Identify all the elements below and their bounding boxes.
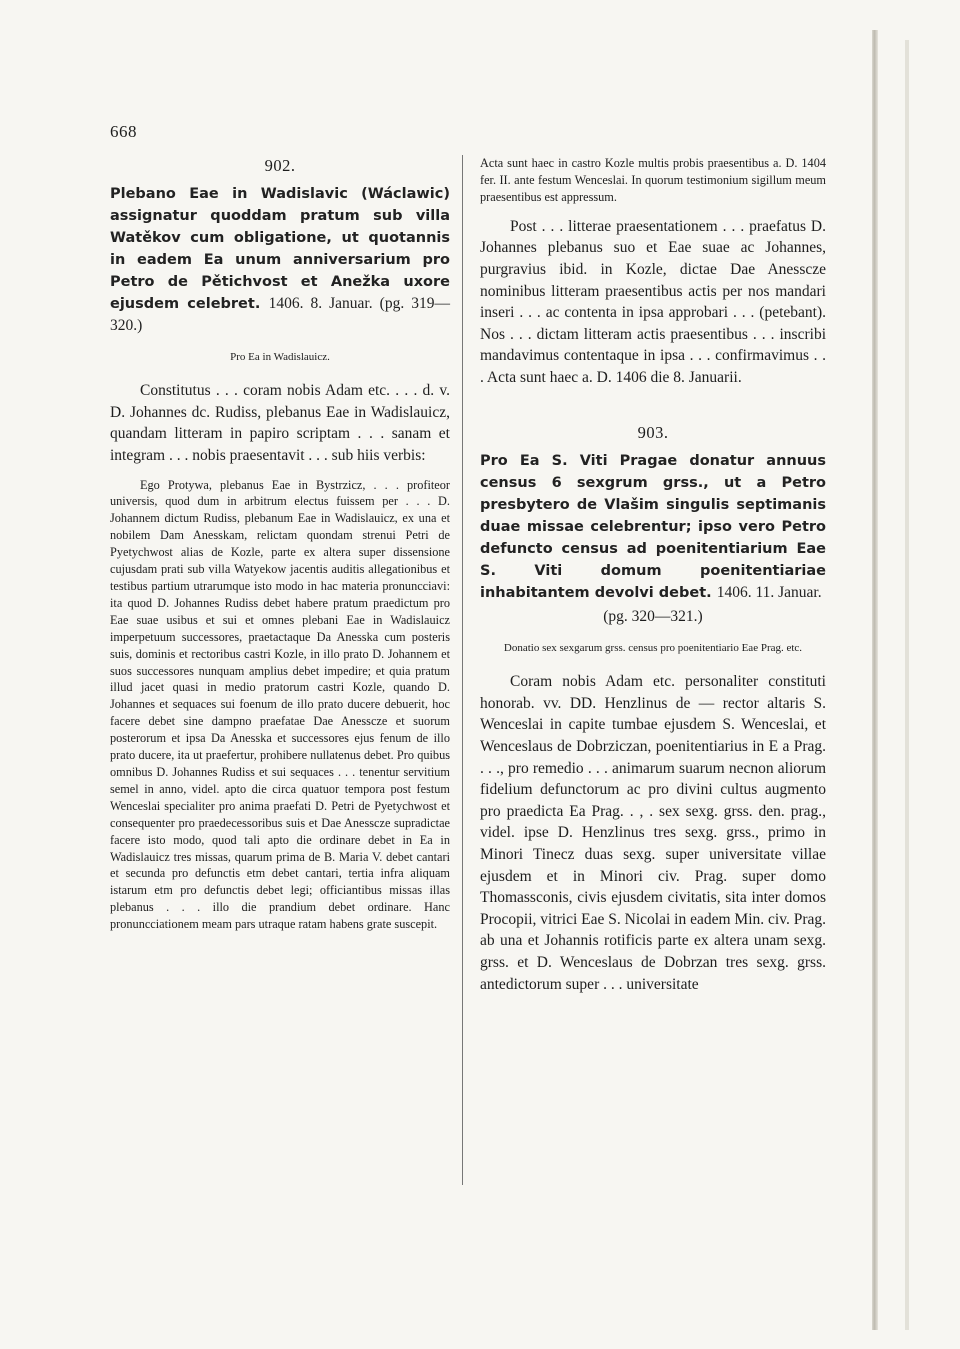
- page-edge: [872, 30, 878, 1330]
- page-edge-shadow: [905, 40, 909, 1330]
- quoted-letter-end: Acta sunt haec in castro Kozle multis probis praesentibus a. D. 1404 fer. II. ante festum Wenceslai. In quorum testimonium sigillum meum praesentibus est appressum.: [480, 156, 826, 204]
- document-subtitle: Pro Ea in Wadislauicz.: [230, 350, 330, 363]
- page-reference: (pg. 320—321.): [603, 608, 703, 626]
- heading-date: 1406. 11. Januar.: [716, 584, 822, 602]
- heading-date: 1406. 8. Januar. (pg. 319—320.): [110, 294, 450, 334]
- heading-text: Pro Ea S. Viti Pragae donatur annuus census 6 sexgrum grss., ut a Petro presbytero de Vlašim singulis septimanis duae missae celebrentur; ipso vero Petro defuncto census ad poenitentiarium Eae S. Viti domum poenitentiariae inhabitantem devolvi debet.: [480, 453, 826, 602]
- column-divider: [462, 155, 463, 1185]
- right-column: [480, 155, 826, 995]
- quoted-letter: Ego Protywa, plebanus Eae in Bystrzicz, . . . profiteor universis, quod dum in arbitrum electus fuissem per . . . D. Johannem dictum Rudiss, plebanum Eae in Wadislauicz, ex una et nobilem Dam Anesskam, relictam quondam strenui Petri de Pyetychwost alias de Kozle, parte ex altera super dissensione cujusdam prati sub villa Watyekow jacentis auditis allegationibus et testibus partium utrarumque isto modo in hac materia pronuncciavi: ita quod D. Johannes Rudiss debet habere pratum praedictum pro Eae suae usibus et sui et omnes plebani Eae in Wadislauicz imperpetuum successores, praetactaque Da Anesska cum posteris suis, dominis et rectoribus castri Kozle, in illo prato D. Johannem et suos successores nunquam amplius debet impedire; et quia pratum illud jacet quasi in medio pratorum castri Kozle, quando D. Johannes et sequaces sui foenum de illo prato ducere debuerit, hoc facere debet sine dampno praefatae Dae Anessczе et suorum posterorum et ipsa Da Anesska et successores ejus fenum de illo prato ducere, ita ut praefertur, prohibere nullatenus debet. Pro quibus omnibus D. Johannes Rudiss et sui sequaces . . . tenentur servitium semel in anno, videl. apto die circa quatuor tempora post festum Wenceslai specialiter pro anima praefati D. Petri de Pyetychwost et consequenter pro praedecessoribus suis et Dae Anesscze supradictae facere isto modo, quod tali apto die ordinare debet in Ea in Wadislauicz tres missas, quarum prima de B. Maria V. debet cantari et secunda pro defunctis etm debet cantari, tertia infra aliquam istarum etm pro defunctis debet legi; officiantibus missas illas plebanus . . . illo die prandium debet ordinare. Hanc pronuncciationem meam pars utraque ratam habens grate suscepit.: [110, 477, 450, 932]
- document-number: 903.: [637, 423, 669, 443]
- left-column: [110, 155, 450, 933]
- heading-text: Plebano Eae in Wadislavic (Wáclawic) assignatur quoddam pratum sub villa Watěkov cum obligatione, ut quotannis in eadem Ea unum anniversarium pro Petro de Pětichvost et Anežka uxore ejusdem celebret.: [110, 185, 450, 312]
- document-number: 902.: [264, 156, 296, 175]
- intro-paragraph: Constitutus . . . coram nobis Adam etc. . . . d. v. D. Johannes dc. Rudiss, plebanus Eae in Wadislauicz, quandam litteram in papiro scriptam . . . sanam et integram . . . nobis praesentavit . . . sub hiis verbis:: [110, 382, 450, 464]
- document-heading: [110, 183, 450, 337]
- page-number: 668: [110, 122, 137, 141]
- document-heading: [480, 450, 826, 604]
- body-paragraph: Coram nobis Adam etc. personaliter constituti honorab. vv. DD. Henzlinus de — rector altaris S. Wenceslai in capite tumbae ejusdem S. Wenceslai, et Wenceslaus de Dobrziczan, poenitentiarius in E a Prag. . . ., pro remedio . . . animarum suarum necnon aliorum fidelium defunctorum ac pro divini cultus augmento pro praedicta Ea Prag. . , . sex sexg. grss. den. prag., videl. ipse D. Henzlinus tres sexg. grss., primo in Minori Tinecz duas sexg. super universitate villae ejusdem et in Minori civ. Prag. super domo Thomassconis, civis ejusdem civitatis, sita inter domos Procopii, vitrici Eae S. Nicolai in eadem Min. civ. Prag. ab una et Johannis rotificis parte ex altera unam sexg. grss. et D. Wenceslaus de Dobrzan tres sexg. grss. antedictorum super . . . universitate: [480, 673, 826, 993]
- document-subtitle: Donatio sex sexgarum grss. census pro poenitentiario Eae Prag. etc.: [503, 641, 803, 654]
- closing-paragraph: Post . . . litterae praesentationem . . . praefatus D. Johannes plebanus suo et Eae suae ac Johannes, purgravius ibid. in Kozle, dictae Dae Anessczе nominibus litteram praesentibus actis per nos mandari inseri . . . ac contenta in ipsa approbari . . . (petebant). Nos . . . dictam litteram actis praesentibus . . . inscribi mandavimus contentaque in ipsa . . . confirmavimus . . . Acta sunt haec a. D. 1406 die 8. Januarii.: [480, 217, 826, 386]
